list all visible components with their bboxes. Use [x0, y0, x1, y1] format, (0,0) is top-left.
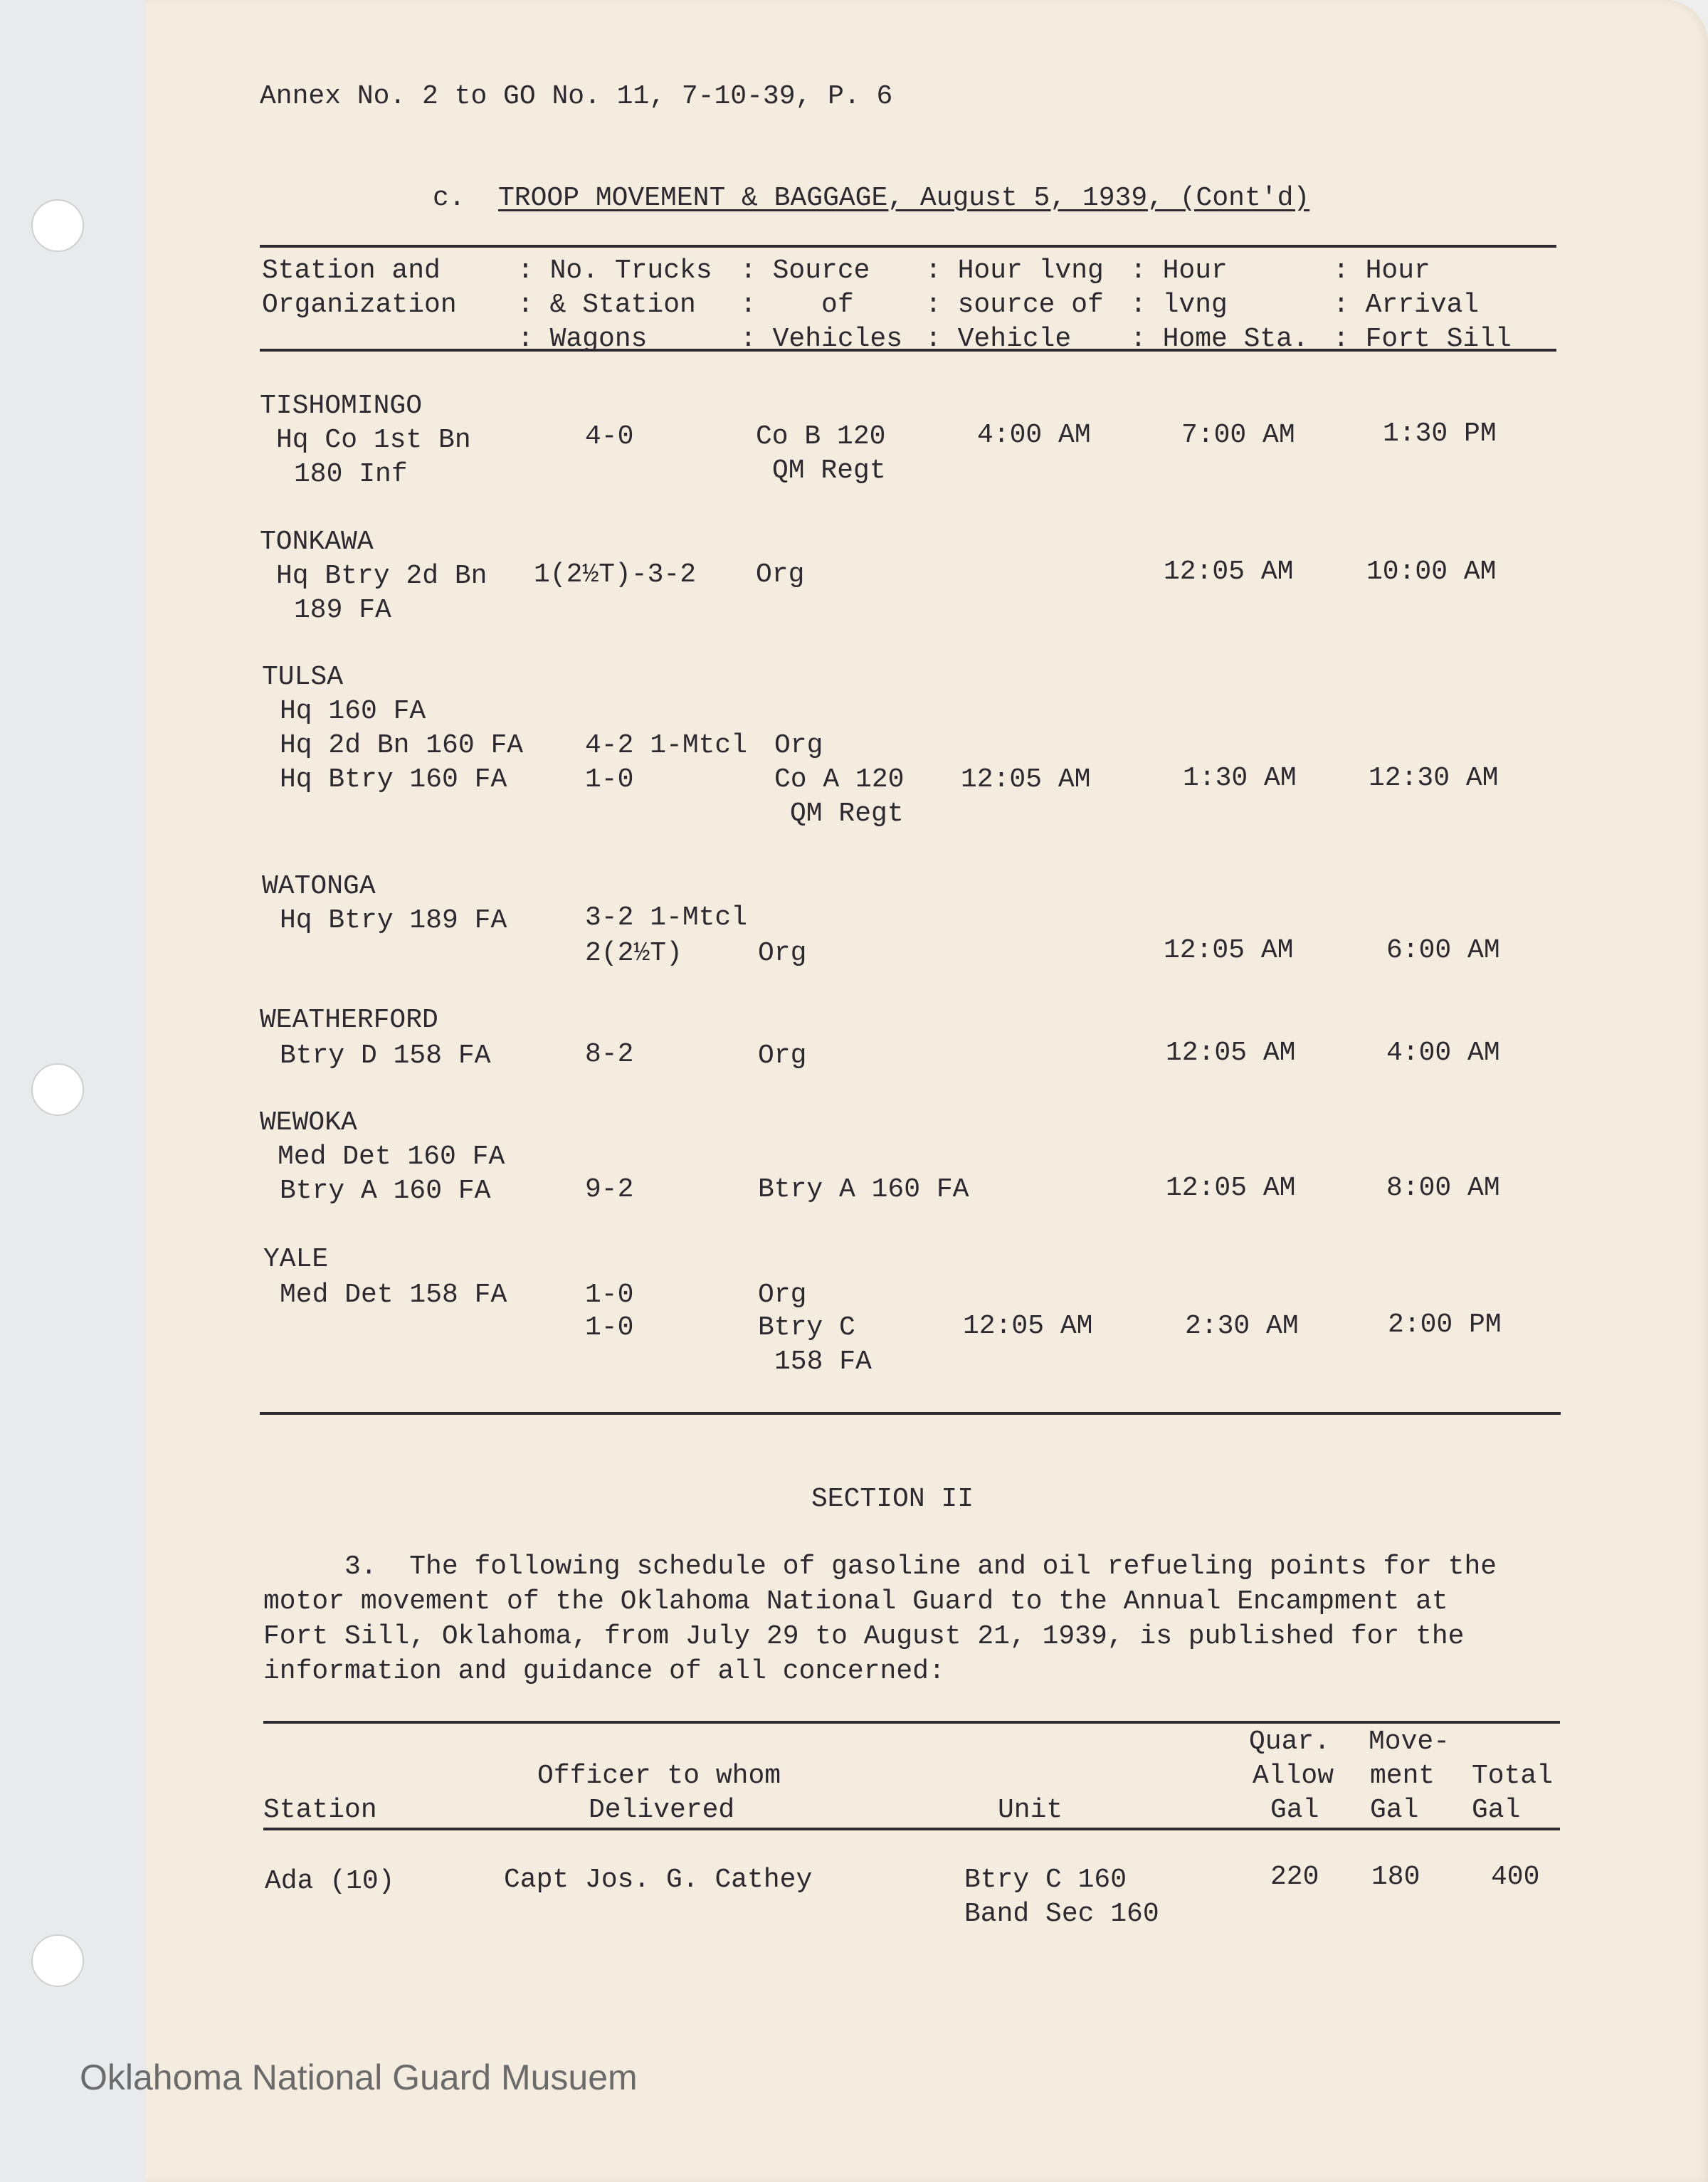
fuel-table-header-rule: [263, 1828, 1560, 1830]
hour-arrival-cell: 1:30 PM: [1383, 418, 1497, 449]
fuel-move-cell: 180: [1371, 1862, 1420, 1892]
hour-lvng-home-cell: 12:05 AM: [1164, 557, 1294, 587]
paragraph-line: 3. The following schedule of gasoline and oil refueling points for the: [263, 1551, 1497, 1582]
hour-arrival-cell: 8:00 AM: [1386, 1173, 1500, 1203]
trucks-cell: 4-0: [585, 421, 634, 452]
trucks-cell: 1-0: [585, 1312, 634, 1343]
source-cell: Org: [774, 730, 823, 761]
hour-arrival-cell: 10:00 AM: [1366, 557, 1497, 587]
org-cell: Med Det 160 FA: [278, 1142, 505, 1172]
header-trucks-3: : Wagons: [517, 324, 648, 354]
station-name: WEWOKA: [260, 1107, 357, 1138]
source-cell: QM Regt: [790, 799, 904, 829]
header-lvng-source-3: : Vehicle: [925, 324, 1072, 354]
section-title: TROOP MOVEMENT & BAGGAGE, August 5, 1939, (Cont'd): [498, 183, 1310, 214]
table-bottom-rule: [260, 1412, 1561, 1415]
header-station-1: Station and: [262, 255, 441, 286]
trucks-cell: 1(2½T)-3-2: [534, 559, 697, 590]
annex-line: Annex No. 2 to GO No. 11, 7-10-39, P. 6: [260, 81, 893, 112]
fuel-unit-cell: Band Sec 160: [964, 1899, 1159, 1929]
header-move-3: Gal: [1370, 1795, 1419, 1825]
paragraph-line: motor movement of the Oklahoma National Guard to the Annual Encampment at: [263, 1586, 1448, 1617]
org-cell: Btry D 158 FA: [280, 1040, 491, 1071]
hour-arrival-cell: 2:00 PM: [1388, 1309, 1502, 1340]
hour-lvng-source-cell: 4:00 AM: [977, 420, 1091, 450]
header-station-2: Organization: [262, 290, 457, 320]
org-cell: Hq 160 FA: [280, 696, 426, 727]
source-cell: QM Regt: [772, 455, 886, 486]
source-cell: Org: [758, 1280, 807, 1310]
header-officer-1: Officer to whom: [537, 1761, 781, 1791]
hour-lvng-home-cell: 2:30 AM: [1185, 1311, 1299, 1342]
source-cell: 158 FA: [774, 1346, 872, 1377]
header-move-1: Move-: [1369, 1727, 1450, 1757]
hour-lvng-home-cell: 12:05 AM: [1164, 935, 1294, 966]
org-cell: Hq Btry 189 FA: [280, 905, 507, 936]
station-name: TISHOMINGO: [260, 391, 423, 421]
source-cell: Btry C: [758, 1312, 855, 1343]
trucks-cell: 4-2 1-Mtcl: [585, 730, 748, 761]
hour-lvng-source-cell: 12:05 AM: [961, 764, 1091, 795]
org-cell: Hq 2d Bn 160 FA: [280, 730, 524, 761]
header-officer-2: Delivered: [589, 1795, 735, 1825]
source-cell: Org: [758, 938, 807, 969]
station-name: TONKAWA: [260, 527, 374, 557]
header-lvng-home-2: : lvng: [1130, 290, 1228, 320]
section-heading: SECTION II: [811, 1484, 974, 1514]
source-cell: Co A 120: [774, 764, 905, 795]
header-total-1: Total: [1472, 1761, 1554, 1791]
org-cell: 180 Inf: [294, 459, 408, 490]
trucks-cell: 3-2 1-Mtcl: [585, 902, 748, 933]
hour-arrival-cell: 6:00 AM: [1386, 935, 1500, 966]
trucks-cell: 8-2: [585, 1039, 634, 1070]
header-total-2: Gal: [1472, 1795, 1521, 1825]
fuel-table-top-rule: [263, 1721, 1560, 1724]
header-lvng-source-1: : Hour lvng: [925, 255, 1104, 286]
org-cell: Hq Btry 2d Bn: [276, 561, 487, 591]
fuel-unit-cell: Btry C 160: [964, 1865, 1127, 1895]
org-cell: Med Det 158 FA: [280, 1280, 507, 1310]
binder-hole: [31, 1063, 84, 1116]
trucks-cell: 2(2½T): [585, 938, 682, 969]
hour-lvng-home-cell: 1:30 AM: [1183, 763, 1297, 794]
station-name: WATONGA: [262, 871, 376, 902]
binder-hole: [31, 199, 84, 252]
hour-arrival-cell: 4:00 AM: [1386, 1038, 1500, 1068]
header-lvng-home-3: : Home Sta.: [1130, 324, 1309, 354]
source-cell: Org: [758, 1040, 807, 1071]
museum-watermark: Oklahoma National Guard Musuem: [80, 2057, 638, 2097]
trucks-cell: 1-0: [585, 1280, 634, 1310]
header-trucks-1: : No. Trucks: [517, 255, 712, 286]
binder-hole: [31, 1934, 84, 1987]
header-quar-1: Quar.: [1249, 1727, 1331, 1757]
section-prefix: c.: [433, 183, 465, 214]
hour-lvng-home-cell: 7:00 AM: [1181, 420, 1295, 450]
header-trucks-2: : & Station: [517, 290, 696, 320]
station-name: TULSA: [262, 662, 344, 692]
fuel-officer-cell: Capt Jos. G. Cathey: [504, 1865, 813, 1895]
header-station: Station: [263, 1795, 377, 1825]
hour-arrival-cell: 12:30 AM: [1369, 763, 1499, 794]
header-quar-2: Allow: [1253, 1761, 1334, 1791]
trucks-cell: 1-0: [585, 764, 634, 795]
paragraph-line: Fort Sill, Oklahoma, from July 29 to August 21, 1939, is published for the: [263, 1621, 1465, 1652]
org-cell: Hq Btry 160 FA: [280, 764, 507, 795]
paragraph-line: information and guidance of all concerned:: [263, 1656, 945, 1687]
station-name: WEATHERFORD: [260, 1005, 438, 1035]
header-source-3: : Vehicles: [740, 324, 903, 354]
hour-lvng-source-cell: 12:05 AM: [963, 1311, 1093, 1342]
header-lvng-source-2: : source of: [925, 290, 1104, 320]
source-cell: Co B 120: [756, 421, 886, 452]
binder-strip: [0, 0, 147, 2182]
org-cell: Hq Co 1st Bn: [276, 425, 471, 455]
header-arrival-2: : Arrival: [1333, 290, 1480, 320]
fuel-quar-cell: 220: [1270, 1862, 1319, 1892]
header-move-2: ment: [1370, 1761, 1435, 1791]
org-cell: Btry A 160 FA: [280, 1176, 491, 1206]
source-cell: Org: [756, 559, 805, 590]
header-quar-3: Gal: [1270, 1795, 1319, 1825]
header-source-1: : Source: [740, 255, 870, 286]
fuel-total-cell: 400: [1491, 1862, 1540, 1892]
header-arrival-1: : Hour: [1333, 255, 1430, 286]
fuel-station-cell: Ada (10): [265, 1866, 395, 1897]
table-top-rule: [260, 245, 1556, 248]
org-cell: 189 FA: [294, 595, 391, 626]
header-arrival-3: : Fort Sill: [1333, 324, 1512, 354]
trucks-cell: 9-2: [585, 1174, 634, 1205]
hour-lvng-home-cell: 12:05 AM: [1166, 1173, 1296, 1203]
header-lvng-home-1: : Hour: [1130, 255, 1228, 286]
source-cell: Btry A 160 FA: [758, 1174, 969, 1205]
header-unit: Unit: [998, 1795, 1063, 1825]
station-name: YALE: [263, 1244, 329, 1275]
hour-lvng-home-cell: 12:05 AM: [1166, 1038, 1296, 1068]
header-source-2: : of: [740, 290, 854, 320]
